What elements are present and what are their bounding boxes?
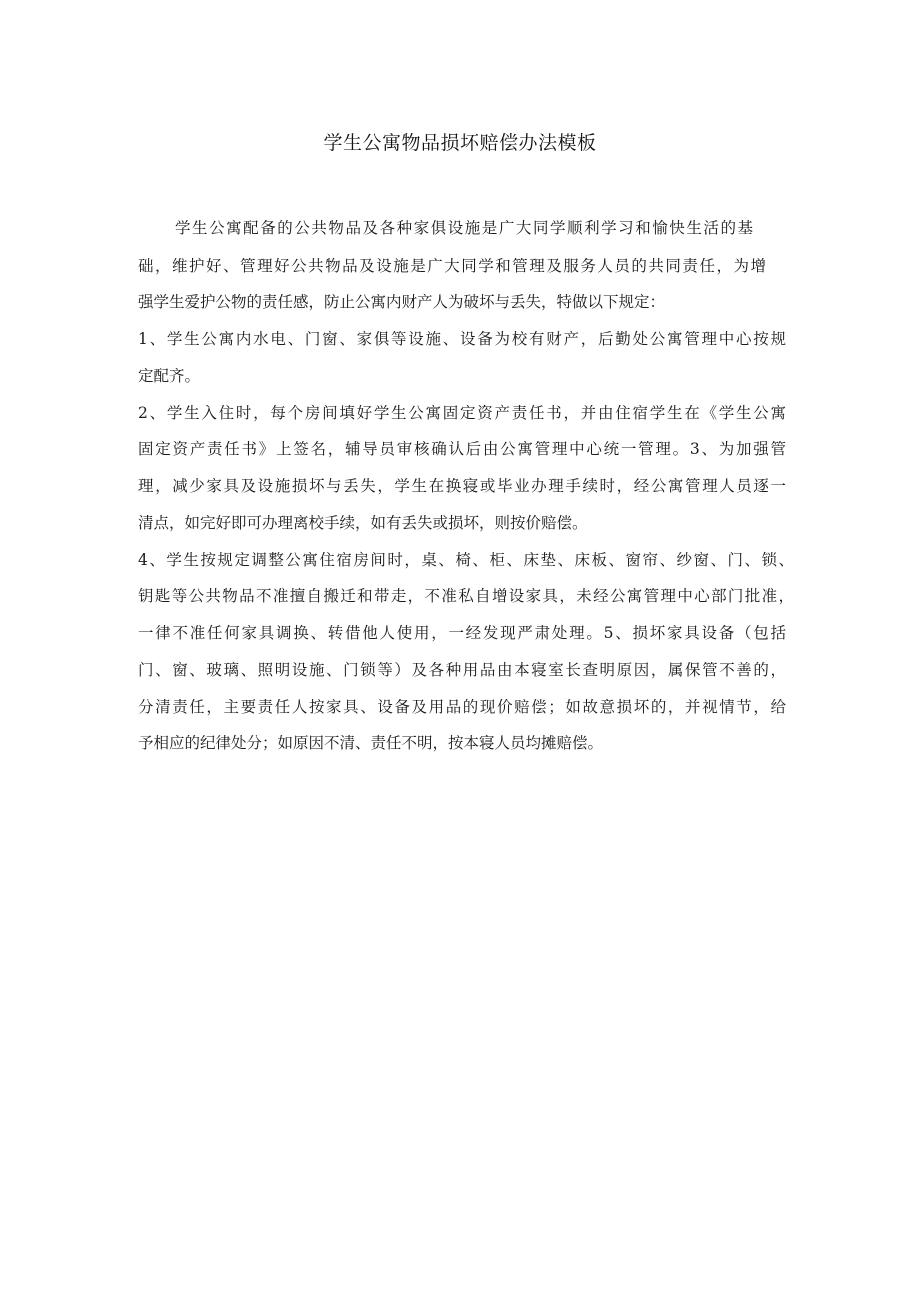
paragraph-line: 2、学生入住时，每个房间填好学生公寓固定资产责任书，并由住宿学生在《学生公寓 xyxy=(138,404,786,422)
paragraph-line: 强学生爱护公物的责任感，防止公寓内财产人为破坏与丢失，特做以下规定： xyxy=(138,293,666,311)
paragraph-line: 门、窗、玻璃、照明设施、门锁等）及各种用品由本寝室长查明原因，属保管不善的， xyxy=(138,661,786,679)
paragraph-line: 清点，如完好即可办理离校手续，如有丢失或损坏，则按价赔偿。 xyxy=(138,514,588,532)
paragraph-line: 4、学生按规定调整公寓住宿房间时，桌、椅、柜、床垫、床板、窗帘、纱窗、门、锁、 xyxy=(138,551,794,569)
paragraph-line: 学生公寓配备的公共物品及各种家俱设施是广大同学顺利学习和愉快生活的基 xyxy=(175,219,753,237)
paragraph-line: 1、学生公寓内水电、门窗、家俱等设施、设备为校有财产，后勤处公寓管理中心按规 xyxy=(138,330,786,348)
paragraph-line: 予相应的纪律处分；如原因不清、责任不明，按本寝人员均摊赔偿。 xyxy=(138,734,604,752)
paragraph-line: 础，维护好、管理好公共物品及设施是广大同学和管理及服务人员的共同责任，为增 xyxy=(138,257,766,275)
paragraph-line: 分清责任，主要责任人按家具、设备及用品的现价赔偿；如故意损坏的，并视情节，给 xyxy=(138,698,786,716)
paragraph-line: 固定资产责任书》上签名，辅导员审核确认后由公寓管理中心统一管理。3、为加强管 xyxy=(138,440,786,458)
paragraph-line: 钥匙等公共物品不准擅自搬迁和带走，不准私自增设家具，未经公寓管理中心部门批准， xyxy=(138,587,794,605)
paragraph-line: 一律不准任何家具调换、转借他人使用，一经发现严肃处理。5、损坏家具设备（包括 xyxy=(138,624,786,642)
paragraph-line: 定配齐。 xyxy=(138,367,201,385)
document-title: 学生公寓物品损坏赔偿办法模板 xyxy=(323,132,597,154)
paragraph-line: 理，减少家具及设施损坏与丢失，学生在换寝或毕业办理手续时，经公寓管理人员逐一 xyxy=(138,477,786,495)
